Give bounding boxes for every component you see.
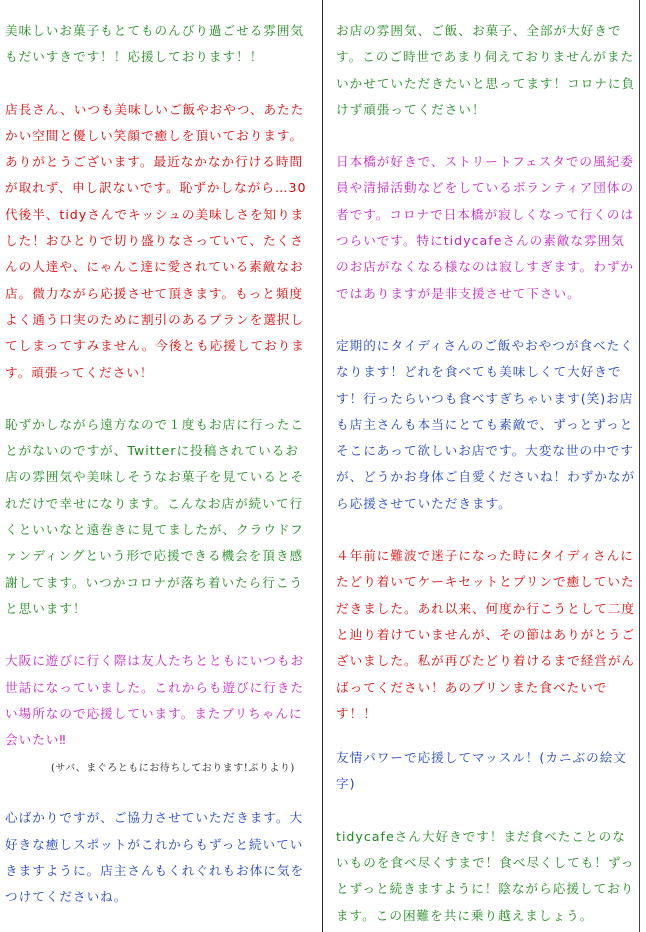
message-left-1: 美味しいお菓子もとてものんびり過ごせる雰囲気もだいすきです！！応援しております！！ (5, 23, 305, 65)
message-left-2: 店長さん、いつも美味しいご飯やおやつ、あたたかい空間と優しい笑顔で癒しを頂いております。ありがとうございます。最近なかなか行ける時間が取れず、申し訳ないです。恥ずかしながら…30代後半、tidyさんでキッシュの美味しさを知りました！おひとりで切り盛りなさっていて、たくさんの人達や、にゃんこ達に愛されている素敵なお店。微力ながら応援させて頂きます。もっと頻度よく通う口実のために割引のあるプランを選択してしまってすみません。今後とも応援しております。頑張ってください！ (5, 101, 307, 380)
left-message-column (5, 18, 311, 911)
handwritten-note: (サバ、まぐろともにお待ちしております!ぶりより) (51, 763, 295, 775)
column-divider (322, 0, 323, 932)
right-message-column (336, 18, 636, 929)
message-right-4: ４年前に難波で迷子になった時にタイディさんにたどり着いてケーキセットとプリンで癒していただきました。あれ以来、何度か行こうとして二度と辿り着けていませんが、その節はありがとうございました。私が再びたどり着けるまで経営がんばってください！あのプリンまた食べたいです！！ (336, 548, 636, 721)
message-left-3: 恥ずかしながら遠方なので１度もお店に行ったことがないのですが、Twitterに投稿されているお店の雰囲気や美味しそうなお菓子を見ているとそれだけで幸せになります。こんなお店が続いて行くといいなと遠巻きに見てましたが、クラウドファンディングという形で応援できる機会を頂き感謝してます。いつかコロナが落ち着いたら行こうと思います！ (5, 416, 305, 616)
message-right-6: tidycafeさん大好きです！まだ食べたことのないものを食べ尽くすまで！食べ尽くしても！ずっとずっと続きますように！陰ながら応援しております。この困難を共に乗り越えましょう。 (336, 828, 635, 923)
message-right-5: 友情パワーで応援してマッスル！(カニぶの絵文字) (336, 750, 627, 792)
message-right-1: お店の雰囲気、ご飯、お菓子、全部が大好きです。このご時世であまり伺えておりませんがまたいかせていただきたいと思ってます！コロナに負けず頑張ってください！ (336, 23, 636, 117)
page-edge-line (639, 0, 640, 932)
message-left-5: 心ばかりですが、ご協力させていただきます。大好きな癒しスポットがこれからもずっと続いていきますように。店主さんもくれぐれもお体に気をつけてくださいね。 (5, 810, 305, 905)
message-right-2: 日本橋が好きで、ストリートフェスタでの風紀委員や清掃活動などをしているボランティア団体の者です。コロナで日本橋が寂しくなって行くのはつらいです。特にtidycafeさんの素敵な雰囲気のお店がなくなる様なのは寂しすぎます。わずかではありますが是非支援させて下さい。 (336, 154, 635, 301)
message-left-4: 大阪に遊びに行く際は友人たちとともにいつもお世話になっていました。これからも遊びに行きたい場所なので応援しています。またブリちゃんに会いたい‼ (5, 653, 305, 748)
message-right-3: 定期的にタイディさんのご飯やおやつが食べたくなります！どれを食べても美味しくて大好きです！行ったらいつも食べすぎちゃいます(笑)お店も店主さんも本当にとても素敵で、ずっとずっとそこにあって欲しいお店です。大変な世の中ですが、どうかお身体ご自愛くださいね！わずかながら応援させていただきます。 (336, 337, 636, 511)
